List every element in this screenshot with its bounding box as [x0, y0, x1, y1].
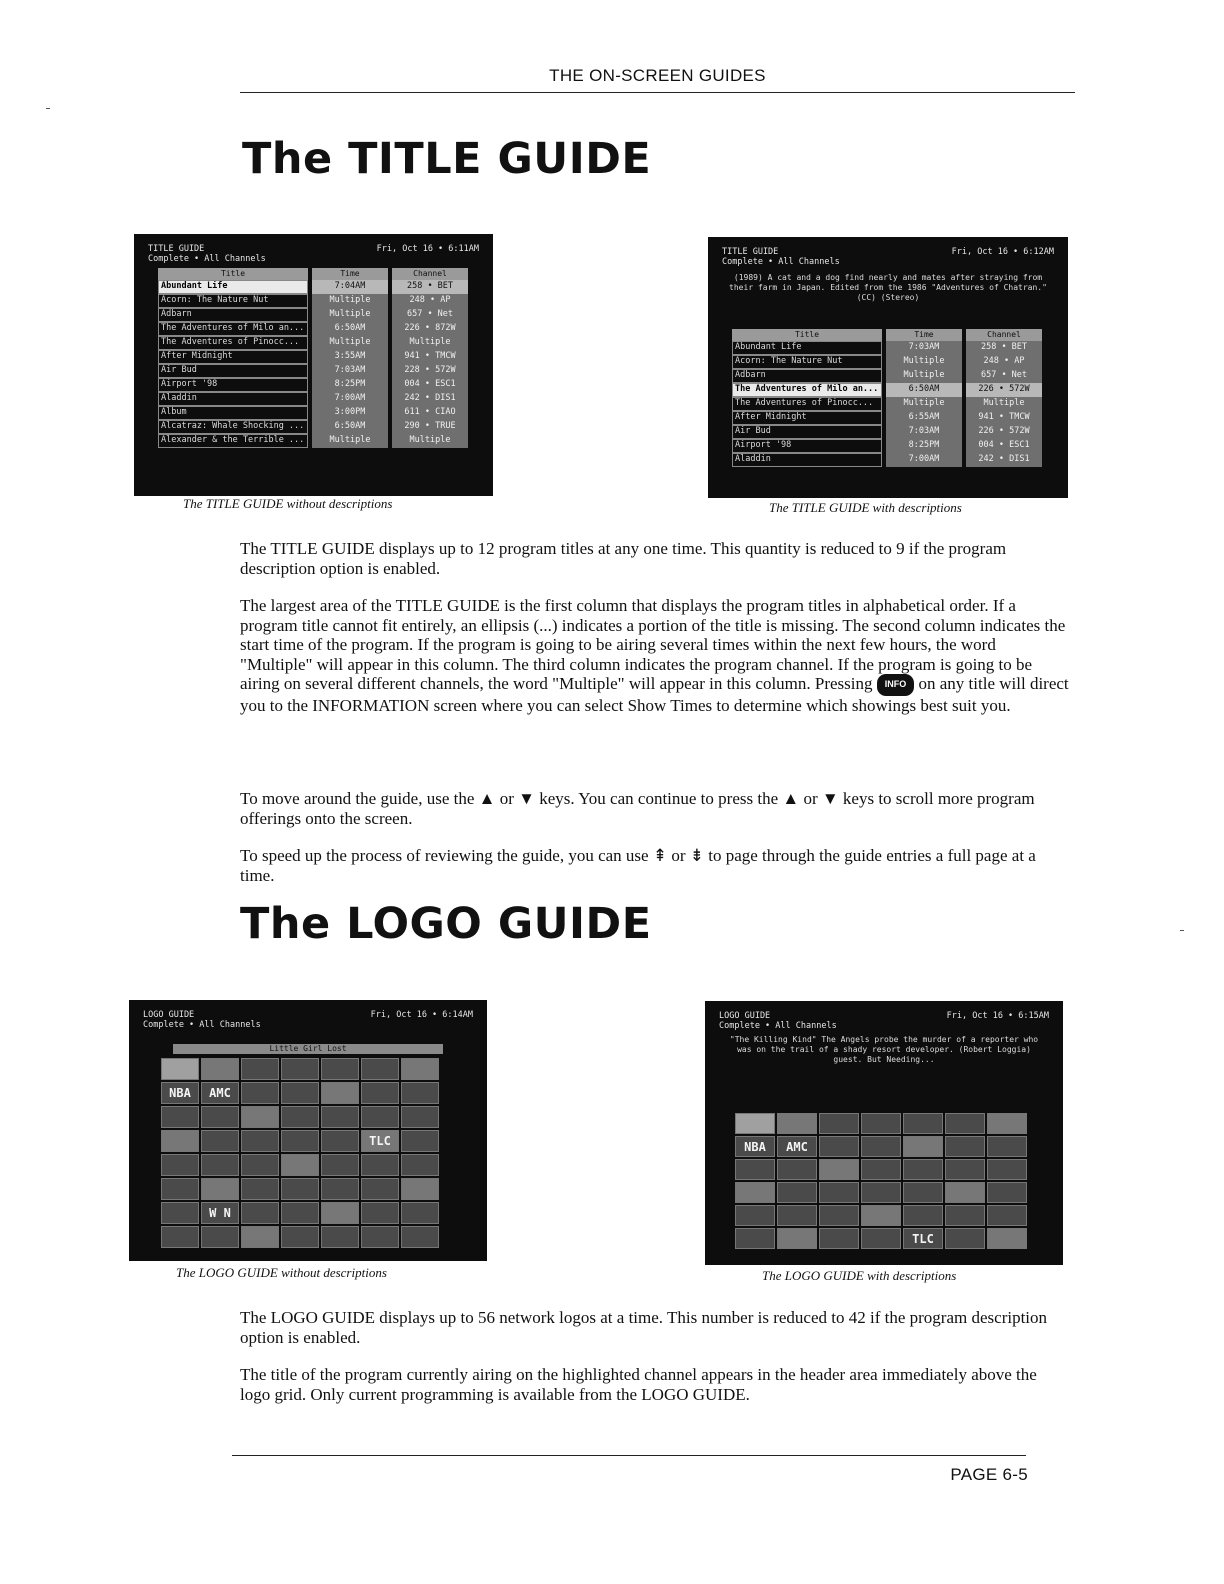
network-logo-tile[interactable] [281, 1082, 319, 1104]
row-title: Aladdin [158, 392, 308, 406]
logo-grid [161, 1058, 439, 1248]
row-time: 7:03AM [886, 341, 962, 355]
network-logo-tile[interactable] [161, 1130, 199, 1152]
program-title-bar: Little Girl Lost [173, 1044, 443, 1054]
network-logo-tile[interactable] [281, 1178, 319, 1200]
logo-guide-screen-with-descriptions [705, 1001, 1063, 1265]
network-logo-tile[interactable] [945, 1113, 985, 1134]
guide-row[interactable] [732, 341, 1046, 355]
header-rule [240, 92, 1075, 93]
row-channel: Multiple [966, 397, 1042, 411]
screen-datetime: Fri, Oct 16 • 6:14AM [370, 1010, 473, 1020]
network-logo-tile[interactable] [401, 1058, 439, 1080]
row-channel: 226 • 872W [392, 322, 468, 336]
row-time: 8:25PM [886, 439, 962, 453]
network-logo-tile[interactable] [777, 1182, 817, 1203]
logo-grid [735, 1113, 1027, 1249]
logo-guide-paragraph-2: The title of the program currently airing on the highlighted channel appears in the header area immediately above the logo grid. Only current programming is available from the LOGO GUIDE. [240, 1365, 1037, 1404]
network-logo-tile[interactable] [201, 1106, 239, 1128]
network-logo-tile[interactable] [735, 1205, 775, 1226]
guide-row[interactable] [732, 453, 1046, 467]
row-time: 6:55AM [886, 411, 962, 425]
network-logo-tile[interactable] [241, 1106, 279, 1128]
network-logo-tile[interactable] [361, 1106, 399, 1128]
network-logo-tile[interactable] [361, 1154, 399, 1176]
paragraph-2-text-a: The largest area of the TITLE GUIDE is the first column that displays the program titles in alphabetical order. If a program title cannot fit entirely, an ellipsis (...) indicates a portion of the title is missing. The second column indicates the start time of the program. If the program is going to be airing several times within the next few hours, the word "Multiple" will appear in this column. The third column indicates the program channel. If the program is going to be airing on several different channels, the word "Multiple" will appear in this column. Pressing [240, 596, 1066, 693]
network-logo-tile[interactable]: NBA [735, 1136, 775, 1157]
network-logo-tile[interactable] [321, 1226, 359, 1248]
network-logo-tile[interactable] [903, 1136, 943, 1157]
row-channel: 611 • CIAO [392, 406, 468, 420]
screen-subtitle: Complete • All Channels [722, 257, 840, 267]
network-logo-tile[interactable] [241, 1202, 279, 1224]
network-logo-tile[interactable]: TLC [361, 1130, 399, 1152]
row-time: Multiple [886, 355, 962, 369]
row-channel: Multiple [392, 434, 468, 448]
network-logo-tile[interactable] [281, 1058, 319, 1080]
program-description: (1989) A cat and a dog find nearly and mates after straying from their farm in Japan. Edited from the 1986 "Adventures of Chatran." (CC) (Stereo) [729, 273, 1047, 302]
network-logo-tile[interactable] [241, 1130, 279, 1152]
guide-row[interactable] [732, 425, 1046, 439]
row-title: The Adventures of Pinocc... [158, 336, 308, 350]
network-logo-tile[interactable] [201, 1058, 239, 1080]
guide-row[interactable] [158, 322, 472, 336]
network-logo-tile[interactable] [361, 1058, 399, 1080]
row-time: Multiple [886, 369, 962, 383]
paragraph-2-text-b: on any title will direct you to the INFORMATION screen where you can select Show Times to determine which showings best suit you. [240, 674, 1069, 715]
network-logo-tile[interactable] [777, 1113, 817, 1134]
screen-title: TITLE GUIDE [722, 247, 779, 257]
network-logo-tile[interactable] [401, 1154, 439, 1176]
network-logo-tile[interactable] [361, 1178, 399, 1200]
screen-title: TITLE GUIDE [148, 244, 205, 254]
network-logo-tile[interactable] [401, 1178, 439, 1200]
guide-row[interactable] [158, 336, 472, 350]
network-logo-tile[interactable] [819, 1205, 859, 1226]
screen-title: LOGO GUIDE [143, 1010, 195, 1020]
margin-mark [46, 108, 50, 109]
network-logo-tile[interactable] [321, 1154, 359, 1176]
row-channel: 226 • 572W [966, 425, 1042, 439]
row-channel: 290 • TRUE [392, 420, 468, 434]
row-channel: 657 • Net [392, 308, 468, 322]
row-time: 6:50AM [886, 383, 962, 397]
network-logo-tile[interactable] [321, 1106, 359, 1128]
logo-guide-paragraph-1: The LOGO GUIDE displays up to 56 network logos at a time. This number is reduced to 42 if the program description option is enabled. [240, 1308, 1048, 1347]
network-logo-tile[interactable] [401, 1226, 439, 1248]
guide-row[interactable] [158, 420, 472, 434]
guide-row[interactable] [732, 369, 1046, 383]
title-guide-paragraph-2 [240, 596, 1070, 715]
logo-guide-caption-without: The LOGO GUIDE without descriptions [176, 1265, 387, 1280]
network-logo-tile[interactable] [281, 1226, 319, 1248]
row-time: 7:03AM [312, 364, 388, 378]
network-logo-tile[interactable] [161, 1226, 199, 1248]
network-logo-tile[interactable] [281, 1202, 319, 1224]
row-channel: 004 • ESC1 [392, 378, 468, 392]
network-logo-tile[interactable] [987, 1159, 1027, 1180]
guide-row[interactable] [732, 439, 1046, 453]
network-logo-tile[interactable] [241, 1082, 279, 1104]
network-logo-tile[interactable] [201, 1178, 239, 1200]
footer-rule [232, 1455, 1026, 1456]
network-logo-tile[interactable] [987, 1228, 1027, 1249]
row-title: Adbarn [732, 369, 882, 383]
row-time: 3:00PM [312, 406, 388, 420]
network-logo-tile[interactable] [241, 1154, 279, 1176]
network-logo-tile[interactable] [735, 1159, 775, 1180]
program-description: "The Killing Kind" The Angels probe the murder of a reporter who was on the trail of a shady resort developer. (Robert Loggia) guest. But Needing... [729, 1035, 1039, 1064]
network-logo-tile[interactable] [903, 1205, 943, 1226]
row-channel: 248 • AP [966, 355, 1042, 369]
guide-row[interactable] [158, 392, 472, 406]
guide-row[interactable] [732, 383, 1046, 397]
network-logo-tile[interactable] [819, 1228, 859, 1249]
network-logo-tile[interactable] [161, 1178, 199, 1200]
screen-subtitle: Complete • All Channels [719, 1021, 837, 1031]
network-logo-tile[interactable] [321, 1202, 359, 1224]
column-header-channel: Channel [392, 268, 468, 280]
network-logo-tile[interactable] [777, 1205, 817, 1226]
network-logo-tile[interactable]: W N [201, 1202, 239, 1224]
row-title: Album [158, 406, 308, 420]
row-time: Multiple [312, 308, 388, 322]
network-logo-tile[interactable] [241, 1058, 279, 1080]
row-channel: 941 • TMCW [392, 350, 468, 364]
row-title: Abundant Life [732, 341, 882, 355]
network-logo-tile[interactable] [861, 1228, 901, 1249]
guide-row[interactable] [732, 397, 1046, 411]
row-time: Multiple [312, 336, 388, 350]
network-logo-tile[interactable] [361, 1202, 399, 1224]
screen-datetime: Fri, Oct 16 • 6:11AM [376, 244, 479, 254]
screen-datetime: Fri, Oct 16 • 6:15AM [946, 1011, 1049, 1021]
row-channel: 248 • AP [392, 294, 468, 308]
column-header-row [732, 329, 1046, 341]
row-channel: 258 • BET [966, 341, 1042, 355]
row-channel: 226 • 572W [966, 383, 1042, 397]
row-time: Multiple [312, 434, 388, 448]
network-logo-tile[interactable] [945, 1136, 985, 1157]
title-guide-screen-without-descriptions [134, 234, 493, 496]
network-logo-tile[interactable] [987, 1205, 1027, 1226]
network-logo-tile[interactable] [401, 1202, 439, 1224]
row-title: The Adventures of Milo an... [158, 322, 308, 336]
logo-guide-caption-with: The LOGO GUIDE with descriptions [762, 1268, 957, 1283]
row-time: 7:03AM [886, 425, 962, 439]
screen-subtitle: Complete • All Channels [148, 254, 266, 264]
page-number: PAGE 6-5 [950, 1465, 1028, 1484]
network-logo-tile[interactable] [987, 1113, 1027, 1134]
network-logo-tile[interactable]: AMC [777, 1136, 817, 1157]
network-logo-tile[interactable] [161, 1058, 199, 1080]
row-channel: 228 • 572W [392, 364, 468, 378]
network-logo-tile[interactable] [281, 1130, 319, 1152]
row-channel: 004 • ESC1 [966, 439, 1042, 453]
network-logo-tile[interactable] [819, 1159, 859, 1180]
network-logo-tile[interactable] [819, 1182, 859, 1203]
info-key-icon: INFO [877, 674, 915, 696]
network-logo-tile[interactable] [201, 1154, 239, 1176]
network-logo-tile[interactable] [861, 1136, 901, 1157]
margin-mark [1180, 930, 1184, 931]
column-header-row [158, 268, 472, 280]
network-logo-tile[interactable] [945, 1182, 985, 1203]
row-title: Adbarn [158, 308, 308, 322]
row-title: Airport '98 [732, 439, 882, 453]
row-time: 8:25PM [312, 378, 388, 392]
row-channel: 242 • DIS1 [966, 453, 1042, 467]
network-logo-tile[interactable] [401, 1106, 439, 1128]
network-logo-tile[interactable] [241, 1178, 279, 1200]
screen-datetime: Fri, Oct 16 • 6:12AM [951, 247, 1054, 257]
guide-row[interactable] [732, 411, 1046, 425]
network-logo-tile[interactable] [777, 1228, 817, 1249]
network-logo-tile[interactable]: TLC [903, 1228, 943, 1249]
guide-row[interactable] [158, 434, 472, 448]
network-logo-tile[interactable] [321, 1130, 359, 1152]
title-guide-paragraph-1: The TITLE GUIDE displays up to 12 program titles at any one time. This quantity is reduced to 9 if the program description option is enabled. [240, 539, 1007, 578]
row-title: Air Bud [158, 364, 308, 378]
row-time: Multiple [312, 294, 388, 308]
network-logo-tile[interactable] [281, 1106, 319, 1128]
network-logo-tile[interactable] [987, 1136, 1027, 1157]
guide-row[interactable] [158, 364, 472, 378]
row-title: Air Bud [732, 425, 882, 439]
network-logo-tile[interactable] [819, 1113, 859, 1134]
logo-guide-screen-without-descriptions [129, 1000, 487, 1261]
row-title: Acorn: The Nature Nut [732, 355, 882, 369]
network-logo-tile[interactable] [735, 1228, 775, 1249]
network-logo-tile[interactable] [861, 1205, 901, 1226]
network-logo-tile[interactable] [945, 1228, 985, 1249]
row-title: Alcatraz: Whale Shocking ... [158, 420, 308, 434]
guide-row[interactable] [158, 350, 472, 364]
guide-row[interactable] [158, 308, 472, 322]
row-time: 6:50AM [312, 420, 388, 434]
network-logo-tile[interactable] [201, 1130, 239, 1152]
column-header-title: Title [158, 268, 308, 280]
network-logo-tile[interactable] [903, 1159, 943, 1180]
network-logo-tile[interactable] [903, 1113, 943, 1134]
network-logo-tile[interactable] [321, 1082, 359, 1104]
row-title: Airport '98 [158, 378, 308, 392]
row-title: After Midnight [158, 350, 308, 364]
row-title: The Adventures of Pinocc... [732, 397, 882, 411]
title-guide-caption-with: The TITLE GUIDE with descriptions [769, 500, 962, 515]
guide-row[interactable] [158, 406, 472, 420]
row-title: Alexander & the Terrible ... [158, 434, 308, 448]
row-time: 7:00AM [886, 453, 962, 467]
column-header-title: Title [732, 329, 882, 341]
title-guide-paragraph-3: To move around the guide, use the ▲ or ▼ keys. You can continue to press the ▲ or ▼ keys to scroll more program offerings onto the screen. [240, 789, 1035, 828]
guide-row[interactable] [158, 378, 472, 392]
network-logo-tile[interactable] [161, 1106, 199, 1128]
row-time: Multiple [886, 397, 962, 411]
network-logo-tile[interactable] [777, 1159, 817, 1180]
guide-row[interactable] [732, 355, 1046, 369]
row-time: 6:50AM [312, 322, 388, 336]
network-logo-tile[interactable] [281, 1154, 319, 1176]
network-logo-tile[interactable] [861, 1159, 901, 1180]
running-head: THE ON-SCREEN GUIDES [549, 66, 766, 85]
logo-guide-heading: The LOGO GUIDE [240, 899, 652, 949]
row-channel: Multiple [392, 336, 468, 350]
column-header-time: Time [886, 329, 962, 341]
row-channel: 941 • TMCW [966, 411, 1042, 425]
title-guide-screen-with-descriptions [708, 237, 1068, 498]
screen-subtitle: Complete • All Channels [143, 1020, 261, 1030]
network-logo-tile[interactable] [819, 1136, 859, 1157]
screen-title: LOGO GUIDE [719, 1011, 771, 1021]
network-logo-tile[interactable] [161, 1154, 199, 1176]
network-logo-tile[interactable] [861, 1182, 901, 1203]
network-logo-tile[interactable] [401, 1082, 439, 1104]
row-title: Abundant Life [158, 280, 308, 294]
network-logo-tile[interactable] [161, 1202, 199, 1224]
network-logo-tile[interactable] [987, 1182, 1027, 1203]
network-logo-tile[interactable] [903, 1182, 943, 1203]
network-logo-tile[interactable] [201, 1226, 239, 1248]
network-logo-tile[interactable] [361, 1226, 399, 1248]
row-time: 7:04AM [312, 280, 388, 294]
column-header-time: Time [312, 268, 388, 280]
network-logo-tile[interactable] [401, 1130, 439, 1152]
network-logo-tile[interactable]: NBA [161, 1082, 199, 1104]
row-channel: 258 • BET [392, 280, 468, 294]
network-logo-tile[interactable] [861, 1113, 901, 1134]
title-guide-heading: The TITLE GUIDE [242, 134, 652, 184]
title-guide-caption-without: The TITLE GUIDE without descriptions [183, 496, 393, 511]
network-logo-tile[interactable] [735, 1182, 775, 1203]
guide-row[interactable] [158, 294, 472, 308]
network-logo-tile[interactable] [361, 1082, 399, 1104]
row-title: Aladdin [732, 453, 882, 467]
row-title: Acorn: The Nature Nut [158, 294, 308, 308]
network-logo-tile[interactable]: AMC [201, 1082, 239, 1104]
row-channel: 242 • DIS1 [392, 392, 468, 406]
title-guide-paragraph-4: To speed up the process of reviewing the guide, you can use ⇞ or ⇟ to page through the guide entries a full page at a time. [240, 846, 1036, 885]
row-title: After Midnight [732, 411, 882, 425]
row-time: 3:55AM [312, 350, 388, 364]
network-logo-tile[interactable] [321, 1178, 359, 1200]
row-channel: 657 • Net [966, 369, 1042, 383]
network-logo-tile[interactable] [945, 1205, 985, 1226]
network-logo-tile[interactable] [241, 1226, 279, 1248]
network-logo-tile[interactable] [321, 1058, 359, 1080]
guide-row[interactable] [158, 280, 472, 294]
row-time: 7:00AM [312, 392, 388, 406]
row-title: The Adventures of Milo an... [732, 383, 882, 397]
column-header-channel: Channel [966, 329, 1042, 341]
network-logo-tile[interactable] [945, 1159, 985, 1180]
network-logo-tile[interactable] [735, 1113, 775, 1134]
